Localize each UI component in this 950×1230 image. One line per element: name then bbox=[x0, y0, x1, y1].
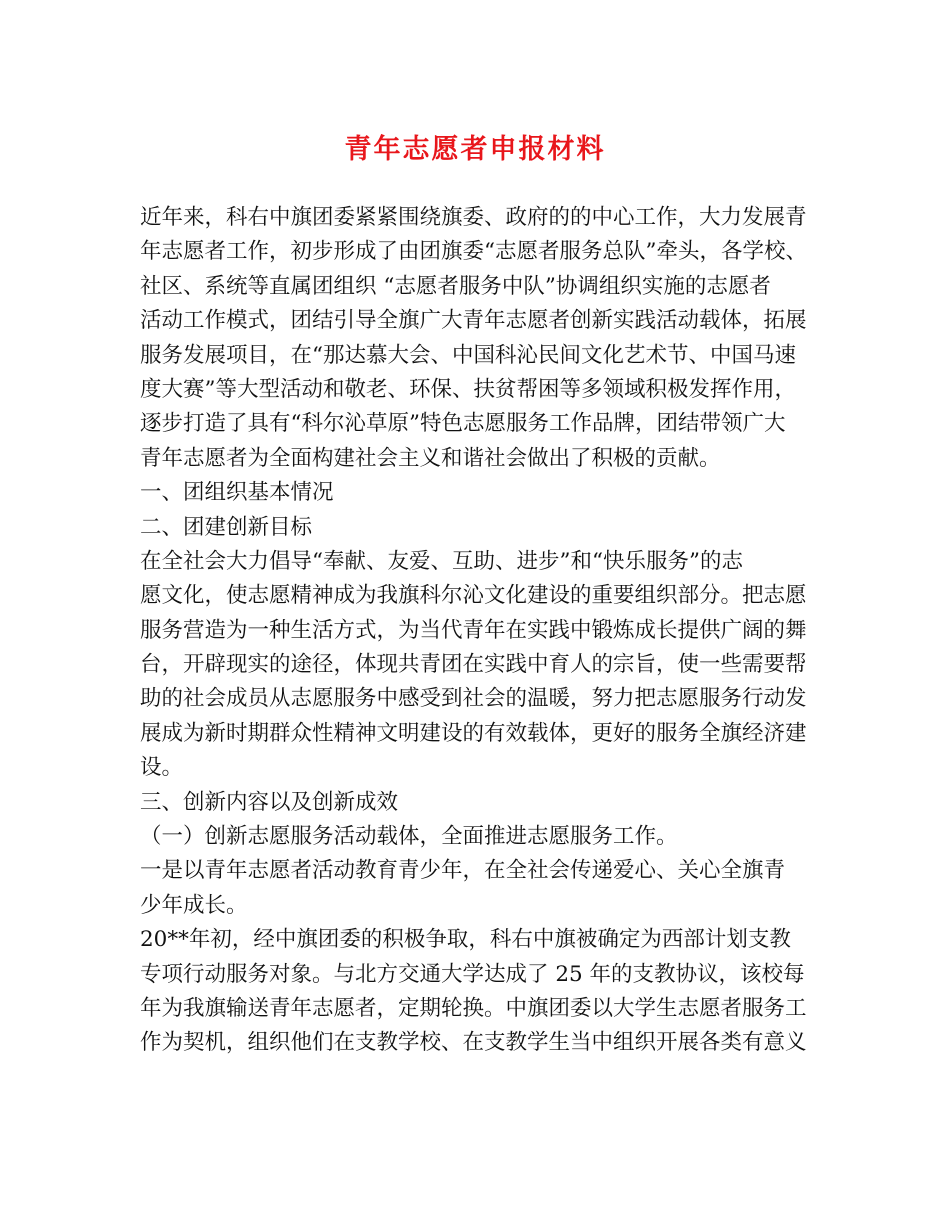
body-line: 一是以青年志愿者活动教育青少年，在全社会传递爱心、关心全旗青 bbox=[140, 858, 786, 884]
subsection-heading: （一）创新志愿服务活动载体，全面推进志愿服务工作。 bbox=[140, 824, 678, 850]
body-line: 度大赛”等大型活动和敬老、环保、扶贫帮困等多领域积极发挥作用， bbox=[140, 376, 796, 402]
body-line: 愿文化，使志愿精神成为我旗科尔沁文化建设的重要组织部分。把志愿 bbox=[140, 583, 807, 609]
section-heading: 一、团组织基本情况 bbox=[140, 480, 334, 506]
body-line: 年为我旗输送青年志愿者，定期轮换。中旗团委以大学生志愿者服务工 bbox=[140, 995, 807, 1021]
body-line: 少年成长。 bbox=[140, 892, 248, 918]
body-line: 20**年初，经中旗团委的积极争取，科右中旗被确定为西部计划支教 bbox=[140, 927, 791, 953]
body-line: 助的社会成员从志愿服务中感受到社会的温暖，努力把志愿服务行动发 bbox=[140, 686, 807, 712]
document-body bbox=[140, 201, 830, 1061]
body-line: 社区、系统等直属团组织 “志愿者服务中队”协调组织实施的志愿者 bbox=[140, 273, 771, 299]
body-line: 展成为新时期群众性精神文明建设的有效载体，更好的服务全旗经济建 bbox=[140, 720, 807, 746]
section-heading: 二、团建创新目标 bbox=[140, 514, 313, 540]
body-line: 专项行动服务对象。与北方交通大学达成了 25 年的支教协议，该校每 bbox=[140, 961, 805, 987]
body-line: 年志愿者工作，初步形成了由团旗委“志愿者服务总队”牵头，各学校、 bbox=[140, 239, 807, 265]
body-line: 近年来，科右中旗团委紧紧围绕旗委、政府的的中心工作，大力发展青 bbox=[140, 205, 807, 230]
body-line: 活动工作模式，团结引导全旗广大青年志愿者创新实践活动载体，拓展 bbox=[140, 308, 807, 334]
body-line: 作为契机，组织他们在支教学校、在支教学生当中组织开展各类有意义 bbox=[140, 1030, 807, 1056]
section-heading: 三、创新内容以及创新成效 bbox=[140, 789, 399, 815]
body-line: 服务营造为一种生活方式，为当代青年在实践中锻炼成长提供广阔的舞 bbox=[140, 617, 807, 643]
body-line: 青年志愿者为全面构建社会主义和谐社会做出了积极的贡献。 bbox=[140, 445, 721, 471]
body-line: 在全社会大力倡导“奉献、友爱、互助、进步”和“快乐服务”的志 bbox=[140, 548, 743, 574]
document-title: 青年志愿者申报材料 bbox=[344, 134, 606, 165]
body-line: 设。 bbox=[140, 755, 184, 781]
body-line: 服务发展项目，在“那达慕大会、中国科沁民间文化艺术节、中国马速 bbox=[140, 342, 796, 368]
body-line: 台，开辟现实的途径，体现共青团在实践中育人的宗旨，使一些需要帮 bbox=[140, 652, 807, 678]
body-line: 逐步打造了具有“科尔沁草原”特色志愿服务工作品牌，团结带领广大 bbox=[140, 411, 786, 437]
